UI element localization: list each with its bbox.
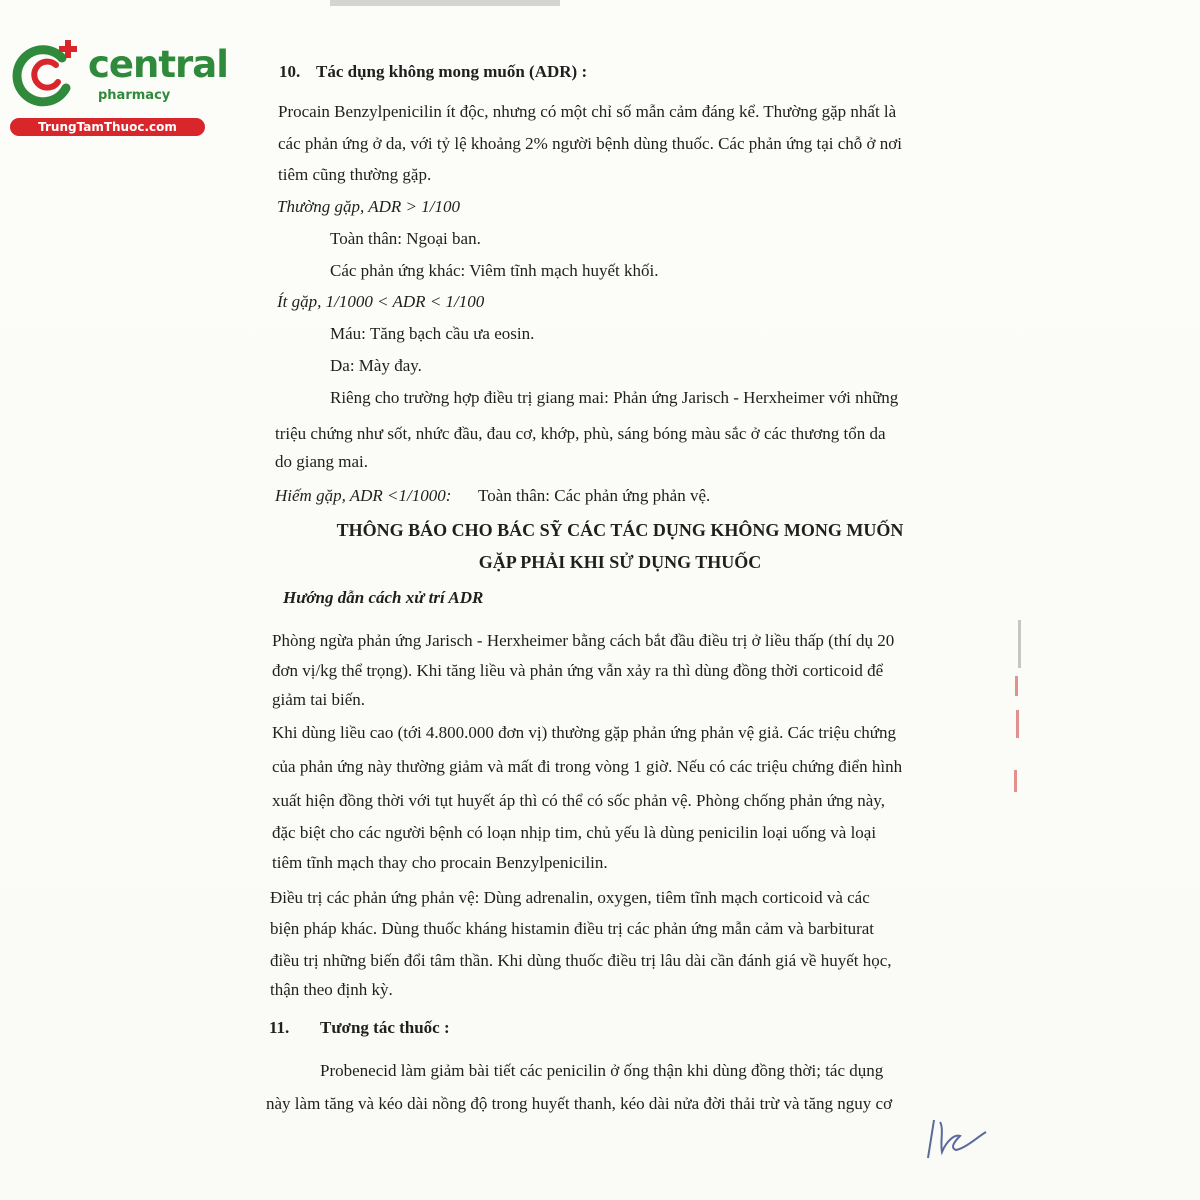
margin-stamp-mark [1014, 770, 1017, 792]
previous-page-edge [330, 0, 560, 6]
section-10-number: 10. [279, 62, 301, 81]
logo-brand-name: central [88, 43, 228, 86]
syphilis-line: do giang mai. [275, 452, 369, 471]
guide-paragraph-line: đặc biệt cho các người bệnh có loạn nhịp tim, chủ yếu là dùng penicilin loại uống và loại [272, 823, 877, 842]
rare-frequency-heading: Hiếm gặp, ADR <1/1000: [275, 486, 452, 505]
syphilis-line: Riêng cho trường hợp điều trị giang mai: Phản ứng Jarisch - Herxheimer với những [330, 388, 899, 407]
uncommon-item: Máu: Tăng bạch cầu ưa eosin. [330, 324, 535, 343]
guide-paragraph-line: thận theo định kỳ. [270, 980, 393, 999]
intro-line: Procain Benzylpenicilin ít độc, nhưng có một chỉ số mẫn cảm đáng kể. Thường gặp nhất là [278, 102, 897, 121]
syphilis-line: triệu chứng như sốt, nhức đầu, đau cơ, khớp, phù, sáng bóng màu sắc ở các thương tổn da [275, 424, 886, 443]
guide-paragraph-line: đơn vị/kg thể trọng). Khi tăng liều và phản ứng vẫn xảy ra thì dùng đồng thời corticoid để [272, 661, 884, 680]
common-item: Các phản ứng khác: Viêm tĩnh mạch huyết khối. [330, 261, 659, 280]
interaction-line: Probenecid làm giảm bài tiết các penicilin ở ống thận khi dùng đồng thời; tác dụng [320, 1061, 884, 1080]
guide-paragraph-line: điều trị những biến đổi tâm thần. Khi dùng thuốc điều trị lâu dài cần đánh giá về huyết học, [270, 951, 892, 970]
margin-stamp-mark [1016, 710, 1019, 738]
notice-heading-line: GẶP PHẢI KHI SỬ DỤNG THUỐC [478, 552, 762, 572]
guide-paragraph-line: giảm tai biến. [272, 690, 366, 709]
section-11-number: 11. [269, 1018, 290, 1037]
margin-mark [1018, 620, 1021, 668]
signature-mark [920, 1112, 990, 1162]
logo-url-badge[interactable]: TrungTamThuoc.com [10, 118, 205, 136]
intro-line: tiêm cũng thường gặp. [278, 165, 432, 184]
adr-guide-title: Hướng dẫn cách xử trí ADR [283, 588, 484, 607]
guide-paragraph-line: Khi dùng liều cao (tới 4.800.000 đơn vị) thường gặp phản ứng phản vệ giả. Các triệu chứng [272, 723, 896, 742]
section-10-title: Tác dụng không mong muốn (ADR) : [316, 62, 588, 81]
guide-paragraph-line: Điều trị các phản ứng phản vệ: Dùng adrenalin, oxygen, tiêm tĩnh mạch corticoid và các [270, 888, 870, 907]
margin-stamp-mark [1015, 676, 1018, 696]
guide-paragraph-line: Phòng ngừa phản ứng Jarisch - Herxheimer bằng cách bắt đầu điều trị ở liều thấp (thí dụ 20 [272, 631, 895, 650]
notice-heading-line: THÔNG BÁO CHO BÁC SỸ CÁC TÁC DỤNG KHÔNG MONG MUỐN [336, 520, 904, 540]
logo-brand-sub: pharmacy [98, 88, 171, 103]
uncommon-frequency-heading: Ít gặp, 1/1000 < ADR < 1/100 [277, 292, 485, 311]
guide-paragraph-line: xuất hiện đồng thời với tụt huyết áp thì có thể có sốc phản vệ. Phòng chống phản ứng này, [272, 791, 885, 810]
common-item: Toàn thân: Ngoại ban. [330, 229, 481, 248]
guide-paragraph-line: của phản ứng này thường giảm và mất đi trong vòng 1 giờ. Nếu có các triệu chứng điển hình [272, 757, 903, 776]
guide-paragraph-line: tiêm tĩnh mạch thay cho procain Benzylpenicilin. [272, 853, 608, 872]
section-11-title: Tương tác thuốc : [320, 1018, 450, 1037]
interaction-line: này làm tăng và kéo dài nồng độ trong huyết thanh, kéo dài nửa đời thải trừ và tăng nguy cơ [266, 1094, 893, 1113]
uncommon-item: Da: Mày đay. [330, 356, 422, 375]
common-frequency-heading: Thường gặp, ADR > 1/100 [277, 197, 460, 216]
intro-line: các phản ứng ở da, với tỷ lệ khoảng 2% người bệnh dùng thuốc. Các phản ứng tại chỗ ở nơi [278, 134, 903, 153]
pharmacy-cross-icon [10, 38, 80, 108]
central-pharmacy-logo[interactable] [10, 38, 228, 138]
rare-item: Toàn thân: Các phản ứng phản vệ. [478, 486, 711, 505]
guide-paragraph-line: biện pháp khác. Dùng thuốc kháng histamin điều trị các phản ứng mẫn cảm và barbiturat [270, 919, 875, 938]
